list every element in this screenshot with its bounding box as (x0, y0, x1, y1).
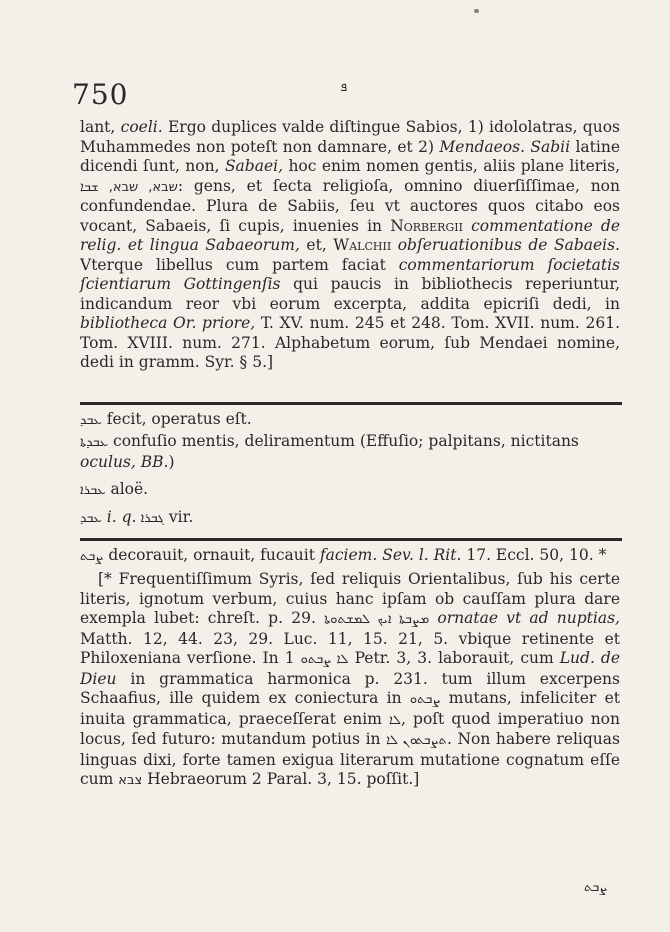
dictionary-entry: ܥܒܪܐ aloë. (80, 480, 149, 498)
dictionary-entry: ܥܒܕ fecit, operatus eſt. (80, 410, 252, 428)
footnote-paragraph: [* Frequentiſſimum Syris, ſed reliquis Orientalibus, ſub his certe literis, ignotum verbum, cuius hanc ipſam ob cauſſam plura dare exempla lubet: chreſt. p. 29. ܡܨܒܬܐ ܐܝܟ ܠܡܫܬܘܬܐ ornatae vt ad nuptias, Matth. 12, 44. 23, 29. Luc. 11, 15. 21, 5. vbique retinente et Philoxeniana verſione. In ܠܐ ܨܒܬܘ 1 Petr. 3, 3. laborauit, cum Lud. de Dieu in grammatica harmonica p. 231. tum illum excerpens Schaafius, ille quidem ex coniectura in ܨܒܬܘ mutans, infeliciter et inuita grammatica, praeceſſerat enim ܠܐ, poſt quod imperatiuo non locus, ſed futuro: mutandum potius in ܬܨܒܬܘܢ ܠܐ. Non habere reliquas linguas dixi, forte tamen exigua literarum mutatione cognatum eſſe cum צבא Hebraeorum 2 Paral. 3, 15. poſſit.] (80, 570, 621, 788)
top-paragraph: lant, coeli. Ergo duplices valde diſtingue Sabios, 1) idololatras, quos Muhammedes non poteſt non damnare, et 2) Mendaeos. Sabii latine dicendi ſunt, non, Sabaei, hoc enim nomen gentis, aliis plane literis, שבא, שבא, ܫܒܐ: gens, et ſecta religioſa, omnino diuerſiſſimae, non confundendae. Plura de Sabiis, ſeu vt auctores quos citabo eos vocant, Sabaeis, ſi cupis, inuenies in Norbergii commentatione de relig. et lingua Sabaeorum, et, Walchii obſeruationibus de Sabaeis. Vterque libellus cum partem faciat commentariorum ſocietatis ſcientiarum Gottingenſis qui paucis in bibliothecis reperiuntur, indicandum reor vbi eorum excerpta, addita epicriſi dedi, in bibliotheca Or. priore, T. XV. num. 245 et 248. Tom. XVII. num. 261. Tom. XVIII. num. 271. Alphabetum eorum, ſub Mendaei nomine, dedi in gramm. Syr. § 5.] (80, 118, 621, 371)
running-head-mark: ܦ (340, 80, 348, 95)
hebrew-syriac-sabaei: שבא, שבא, ܫܒܐ (80, 179, 178, 195)
page-number: 750 (72, 78, 129, 111)
section-rule (80, 538, 622, 541)
section-rule (80, 402, 622, 405)
dictionary-entry-decorauit: ܨܒܬ decorauit, ornauit, fucauit faciem. Sev. l. Rit. 17. Eccl. 50, 10. * (80, 546, 607, 564)
catchword: ܨܒܬ (584, 880, 608, 895)
dictionary-entry: ܥܒܕܬܐ confuſio mentis, deliramentum (Effuſio; palpitans, nictitans oculus, BB.) (80, 432, 579, 471)
ink-speck (474, 9, 479, 13)
dictionary-entry: ܥܒܕ i. q. ܓܒܪܐ vir. (80, 508, 194, 526)
